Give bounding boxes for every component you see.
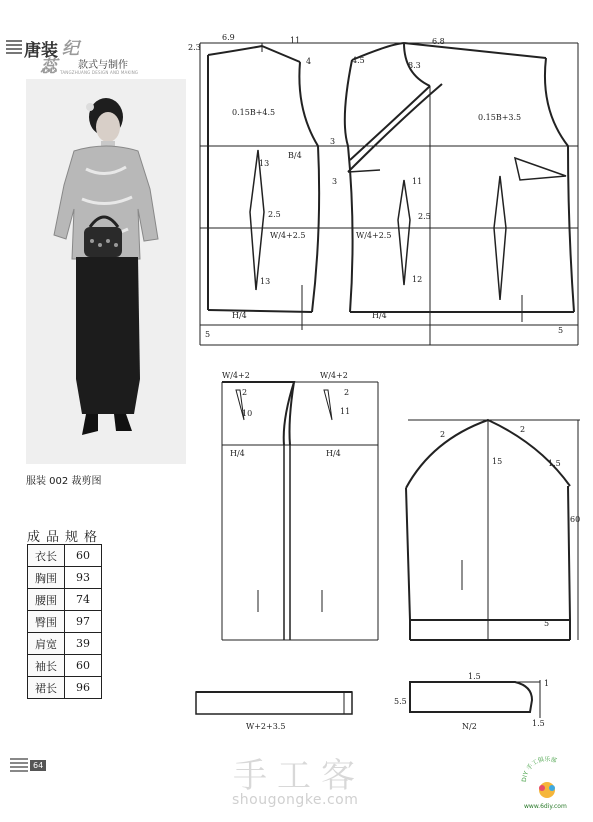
- header-subtitle: 款式与制作: [78, 60, 128, 71]
- label: 11: [340, 407, 351, 416]
- header-subtitle-en: TANGZHUANG DESIGN AND MAKING: [60, 70, 139, 75]
- spec-value: 96: [65, 677, 102, 699]
- label: 2: [440, 430, 446, 439]
- label: 12: [412, 275, 423, 284]
- spec-label: 胸围: [28, 567, 65, 589]
- label: W/4+2: [320, 371, 348, 380]
- label: 11: [290, 36, 301, 45]
- spec-value: 39: [65, 633, 102, 655]
- label: 1.5: [532, 719, 545, 728]
- spec-value: 60: [65, 545, 102, 567]
- label: 3: [332, 177, 338, 186]
- spec-label: 衣长: [28, 545, 65, 567]
- spec-label: 臀围: [28, 611, 65, 633]
- page-number-decor: [10, 758, 28, 772]
- figure-caption: 服装 002 裁剪图: [26, 476, 102, 487]
- collar-pattern: [410, 680, 540, 718]
- sleeve-pattern: [406, 420, 580, 640]
- spec-value: 74: [65, 589, 102, 611]
- label: 2: [344, 388, 350, 397]
- bodice-pattern: [200, 43, 578, 345]
- header-script-1: 纪: [62, 39, 79, 59]
- label: H/4: [232, 311, 247, 320]
- label: W+2+3.5: [246, 722, 286, 731]
- label: 15: [492, 457, 503, 466]
- spec-label: 裙长: [28, 677, 65, 699]
- label: 3: [330, 137, 336, 146]
- label: W/4+2.5: [270, 231, 306, 240]
- watermark-url: shougongke.com: [232, 792, 359, 808]
- label: 0.15B+3.5: [478, 113, 522, 122]
- label: B/4: [288, 151, 302, 160]
- label: 5: [558, 326, 564, 335]
- label: 8.3: [408, 61, 421, 70]
- label: 60: [570, 515, 581, 524]
- watermark-text: 手工客: [233, 756, 365, 796]
- label: 1: [544, 679, 550, 688]
- label: 2.3: [188, 43, 201, 52]
- label: 1.5: [548, 459, 561, 468]
- label: 5: [205, 330, 211, 339]
- label: 11: [412, 177, 423, 186]
- spec-label: 肩宽: [28, 633, 65, 655]
- spec-label: 腰围: [28, 589, 65, 611]
- label: 0.15B+4.5: [232, 108, 276, 117]
- label: 2: [242, 388, 248, 397]
- watermark-logo-icon: [518, 752, 576, 810]
- header-title: 唐装: [24, 41, 58, 61]
- label: 2: [520, 425, 526, 434]
- spec-table-title: 成品规格: [27, 530, 104, 545]
- label: 13: [260, 277, 271, 286]
- label: 13: [259, 159, 270, 168]
- page-number: 64: [30, 760, 46, 771]
- label: 2.5: [268, 210, 281, 219]
- label: H/4: [230, 449, 245, 458]
- label: N/2: [462, 722, 477, 731]
- label: 5: [544, 619, 550, 628]
- spec-value: 93: [65, 567, 102, 589]
- label: 4: [306, 57, 312, 66]
- label: 10: [242, 409, 253, 418]
- label: 5.5: [394, 697, 407, 706]
- label: 6.9: [222, 33, 235, 42]
- spec-label: 袖长: [28, 655, 65, 677]
- label: H/4: [372, 311, 387, 320]
- spec-value: 97: [65, 611, 102, 633]
- watermark-logo-url: www.6diy.com: [524, 803, 567, 810]
- skirt-pattern: [222, 382, 378, 640]
- label: 2.5: [418, 212, 431, 221]
- label: 1.5: [468, 672, 481, 681]
- label: H/4: [326, 449, 341, 458]
- label: 4.5: [352, 56, 365, 65]
- waistband-pattern: [196, 692, 352, 714]
- header-script-2: 蕊: [40, 57, 57, 77]
- svg-text:DIY 手工俱乐部: DIY 手工俱乐部: [520, 755, 558, 783]
- spec-value: 60: [65, 655, 102, 677]
- label: 6.8: [432, 37, 445, 46]
- label: W/4+2: [222, 371, 250, 380]
- label: W/4+2.5: [356, 231, 392, 240]
